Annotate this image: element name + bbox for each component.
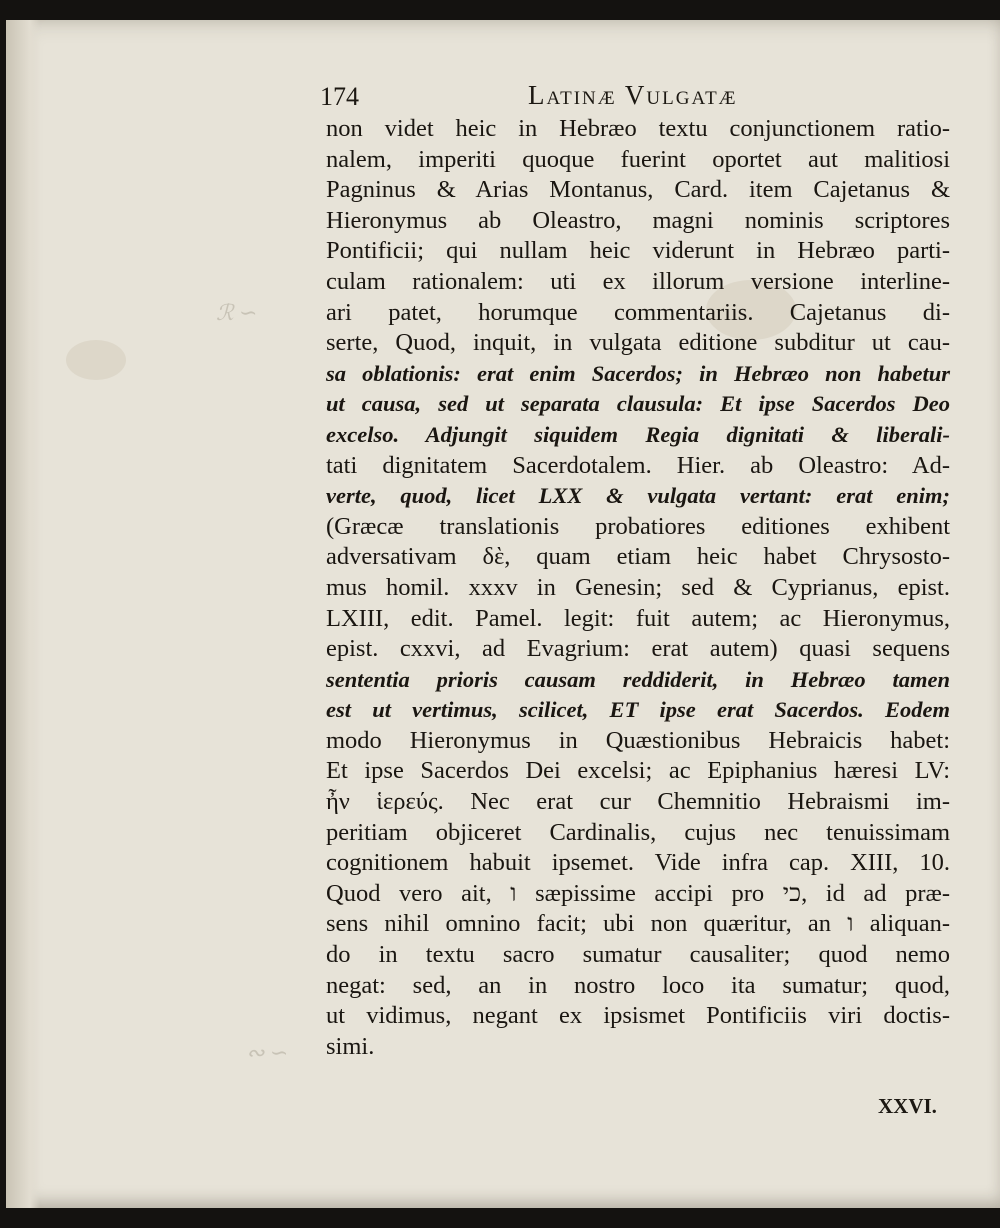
text-line: non videt heic in Hebræo textu conjunctionem ratio-	[326, 115, 950, 142]
text-line: Hieronymus ab Oleastro, magni nominis scriptores	[326, 206, 950, 234]
text-line: culam rationalem: uti ex illorum versione interline-	[326, 267, 950, 295]
text-line: Et ipse Sacerdos Dei excelsi; ac Epiphanius hæresi LV:	[326, 757, 950, 785]
text-line: serte, Quod, inquit, in vulgata editione subditur ut cau-	[326, 329, 950, 357]
text-line: ut vidimus, negant ex ipsismet Pontificiis viri doctis-	[326, 1002, 950, 1030]
text-line: simi.	[326, 1032, 375, 1060]
text-line: adversativam δὲ, quam etiam heic habet Chrysosto-	[326, 543, 950, 571]
text-line: do in textu sacro sumatur causaliter; quod nemo	[326, 941, 950, 969]
text-line: verte, quod, licet LXX & vulgata vertant: erat enim;	[326, 483, 950, 509]
page-number: 174	[320, 82, 359, 111]
text-line: epist. cxxvi, ad Evagrium: erat autem) quasi sequens	[326, 635, 950, 663]
text-line: negat: sed, an in nostro loco ita sumatur; quod,	[326, 971, 950, 999]
text-line: modo Hieronymus in Quæstionibus Hebraicis habet:	[326, 726, 950, 754]
text-line: sa oblationis: erat enim Sacerdos; in Hebræo non habetur	[326, 360, 950, 386]
running-title: Latinæ Vulgatæ	[528, 80, 738, 110]
text-line: est ut vertimus, scilicet, ET ipse erat Sacerdos. Eodem	[326, 697, 950, 723]
text-line: nalem, imperiti quoque fuerint oportet aut malitiosi	[326, 145, 950, 173]
text-line: ut causa, sed ut separata clausula: Et ipse Sacerdos Deo	[326, 391, 950, 417]
text-line: Quod vero ait, ו sæpissime accipi pro כי, id ad præ-	[326, 879, 951, 907]
page-gutter-shadow	[6, 20, 40, 1208]
catchword: XXVI.	[878, 1094, 937, 1118]
body-text	[326, 114, 950, 1062]
text-line: (Græcæ translationis probatiores editiones exhibent	[326, 512, 950, 540]
text-line: tati dignitatem Sacerdotalem. Hier. ab Oleastro: Ad-	[326, 451, 950, 479]
text-line: cognitionem habuit ipsemet. Vide infra cap. XIII, 10.	[326, 849, 950, 877]
text-line: ἦν ἱερεύς. Nec erat cur Chemnitio Hebraismi im-	[326, 788, 950, 816]
bleed-through-mark: ∾ ∽	[246, 1040, 289, 1065]
text-line: sens nihil omnino facit; ubi non quæritur, an ו aliquan-	[326, 910, 951, 938]
text-line: ari patet, horumque commentariis. Cajetanus di-	[326, 298, 950, 326]
text-line: LXIII, edit. Pamel. legit: fuit autem; ac Hieronymus,	[326, 604, 950, 632]
text-line: Pontificii; qui nullam heic viderunt in Hebræo parti-	[326, 237, 950, 265]
text-line: sententia prioris causam reddiderit, in Hebræo tamen	[326, 666, 950, 692]
text-line: Pagninus & Arias Montanus, Card. item Cajetanus &	[326, 176, 950, 204]
text-line: mus homil. xxxv in Genesin; sed & Cyprianus, epist.	[326, 573, 950, 601]
bleed-through-mark: ℛ ∽	[216, 300, 258, 325]
text-line: excelso. Adjungit siquidem Regia dignitati & liberali-	[326, 421, 950, 447]
text-line: peritiam objiceret Cardinalis, cujus nec tenuissimam	[326, 818, 950, 846]
paper-stain	[66, 340, 126, 380]
